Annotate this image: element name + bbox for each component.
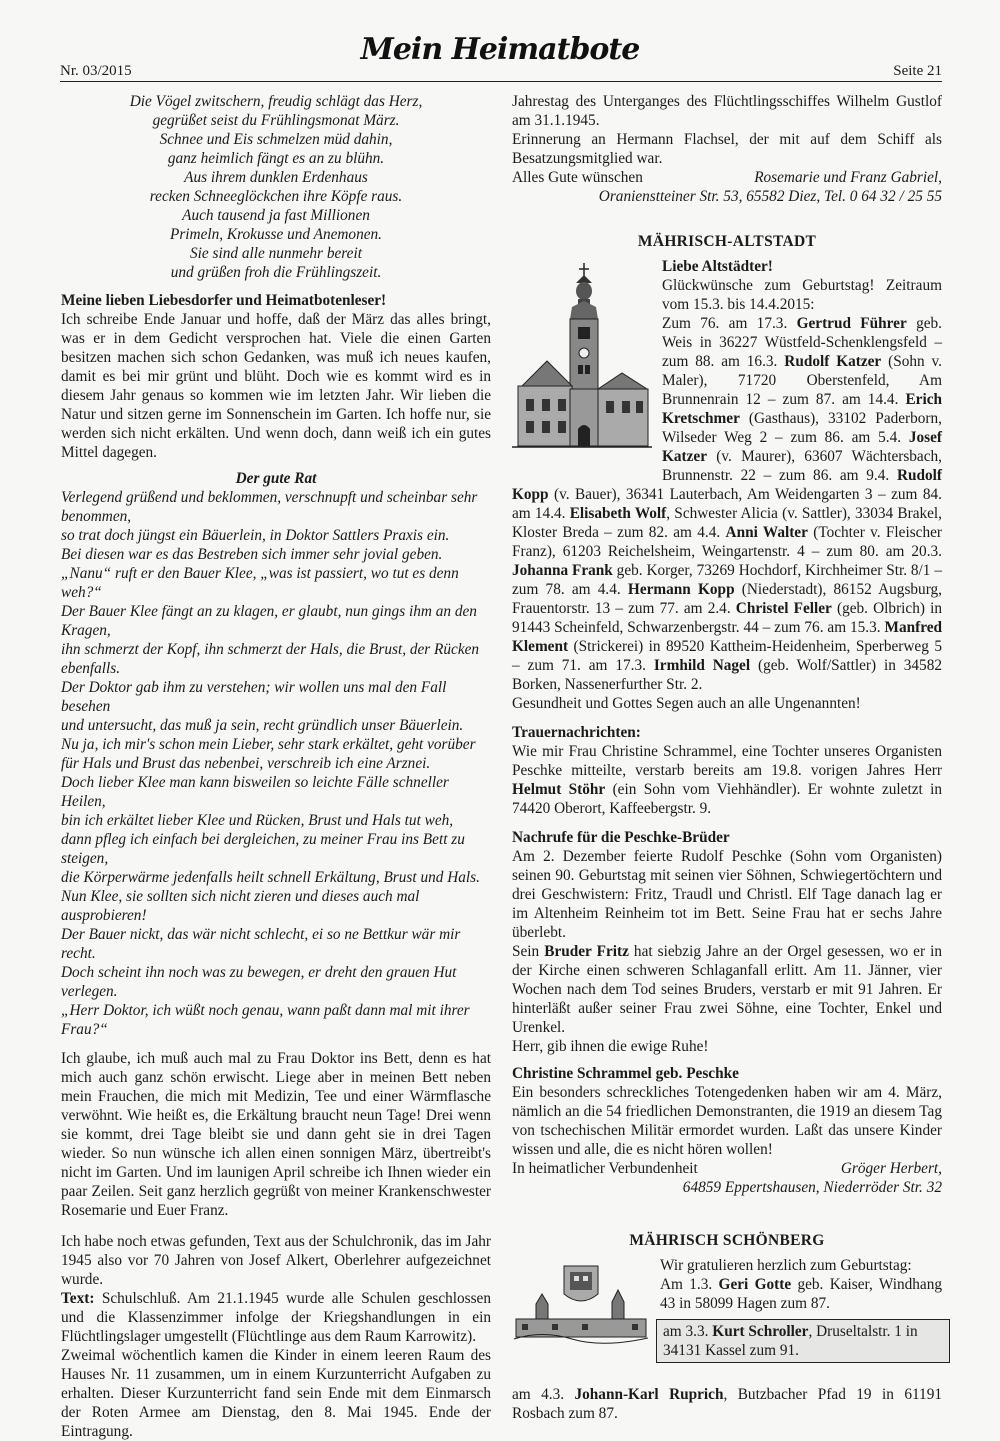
trauer-text-2: (ein Sohn vom Viehhändler). Er wohnte zuletzt in 74420 Oberort, Kaffeebergstr. 9.	[512, 781, 942, 817]
birthday-name: Manfred Klement	[512, 619, 942, 655]
trauer-heading: Trauernachrichten:	[512, 724, 641, 741]
birthday-name: Erich Kretschmer	[662, 391, 942, 427]
rat-line: Doch lieber Klee man kann bisweilen so leichte Fälle schneller Heilen,	[61, 774, 449, 810]
rat-line: „Herr Doktor, ich wüßt noch genau, wann paßt dann mal mit ihrer Frau?“	[61, 1002, 470, 1038]
entry-date: Am 1.3.	[660, 1276, 719, 1293]
birthday-name: Elisabeth Wolf	[569, 505, 667, 522]
rat-line: Bei diesen war es das Bestreben sich immer sehr jovial geben.	[61, 546, 443, 563]
birthday-text: geb. Korger, 73269 Hochdorf, Kirchheimer Str. 8/1 – zum 78. am 4.4.	[512, 562, 942, 598]
box-text: , Druseltalstr. 1 in 34131 Kassel zum 91.	[663, 1323, 918, 1359]
birthday-name: Rudolf Kopp	[512, 467, 942, 503]
groeger-signature	[512, 1159, 942, 1178]
greeting-heading: Meine lieben Liebesdorfer und Heimatbotenleser!	[61, 292, 387, 309]
birthday-name: Gertrud Führer	[796, 315, 907, 332]
issue-number: Nr. 03/2015	[60, 63, 132, 79]
town-coat-of-arms-icon	[512, 1264, 650, 1344]
poem-line: Schnee und Eis schmelzen müd dahin,	[159, 131, 393, 148]
chronik-text-2: Zweimal wöchentlich kamen die Kinder in einem leeren Raum des Hauses Nr. 11 zusammen, um in einem Kurzunterricht Aufgaben zu erhalten. Dieser Kurzunterricht fand sein Ende mit dem Einmarsch der Roten Armee am Dienstag, den 8. Mai 1945. Ende der Eintragung.	[61, 1347, 491, 1440]
liebe-heading: Liebe Altstädter!	[662, 258, 773, 275]
page-number: Seite 21	[893, 63, 942, 79]
trauer-text	[512, 742, 942, 818]
birthday-name: Anni Walter	[725, 524, 808, 541]
birthday-text: Zum 76. am 17.3.	[662, 315, 797, 332]
poem-line: Aus ihrem dunklen Erdenhaus	[184, 169, 368, 186]
trauer-text-1: Wie mir Frau Christine Schrammel, eine Tochter unseres Organisten Peschke mitteilte, verstarb bereits am 19.8. vorigen Jahres Herr	[512, 743, 942, 779]
schoenberg-intro: Wir gratulieren herzlich zum Geburtstag:	[660, 1257, 912, 1274]
poem-line: Die Vögel zwitschern, freudig schlägt das Herz,	[129, 93, 423, 110]
text-label: Text:	[61, 1290, 95, 1307]
nachrufe-pre: Sein	[512, 943, 545, 960]
health-line: Gesundheit und Gottes Segen auch an alle Ungenannten!	[512, 695, 861, 712]
entry-name: Geri Gotte	[718, 1276, 792, 1293]
rat-line: „Nanu“ ruft er den Bauer Klee, „was ist passiert, wo tut es denn weh?“	[61, 565, 459, 601]
greeting-text: Ich schreibe Ende Januar und hoffe, daß der März das alles bringt, was er in dem Gedicht versprochen hat. Viele die einen Garten besitzen machen sich schon Gedanken, was muß ich neues kaufen, damit es bei mir grünt und blüht. Doch wie es kommt wird es in diesem Jahr genaus so kommen wie im letzten Jahr. Wir lieben die Natur und sitzen gerne im Sonnenschein im Garten. Ich hoffe nur, sie werden sich nicht erkälten. Und wenn doch, dann weiß ich ein gutes Mittel dagegen.	[61, 311, 491, 461]
right-column	[512, 92, 942, 1423]
last-date: am 4.3.	[512, 1386, 575, 1403]
birthday-text: (Sohn v. Maler), 71720 Oberstenfeld, Am Brunnenrain 12 – zum 87. am 14.4.	[662, 353, 943, 408]
rat-line: Nu ja, ich mir's schon mein Lieber, sehr stark erkältet, geht vorüber für Hals und Brust das nebenbei, verschreib ich eine Arznei.	[61, 736, 476, 772]
trauer-name: Helmut Stöhr	[512, 781, 606, 798]
entry-text: geb. Kaiser, Windhang 43 in 58099 Hagen zum 87.	[660, 1276, 942, 1312]
spring-poem	[61, 92, 491, 282]
birthday-text: , Schwester Alicia (v. Sattler), 33034 Brakel, Kloster Breda – zum 82. am 4.4.	[512, 505, 942, 541]
birthday-text: geb. Weis in 36227 Wüstfeld-Schenklengsfeld – zum 88. am 16.3.	[662, 315, 942, 370]
rat-line: Der Bauer Klee fängt an zu klagen, er glaubt, nun gings ihm an den Kragen,	[61, 603, 477, 639]
church-tower-icon	[512, 261, 652, 466]
nachrufe-heading: Nachrufe für die Peschke-Brüder	[512, 829, 730, 846]
nachrufe-text-2: hat siebzig Jahre an der Orgel gesessen, wo er in der Kirche einen schweren Schlaganfall erlitt. Am 11. Jänner, vier Wochen nach dem Tod seines Bruders, verstarb er mit 91 Jahren. Er hinterläßt außer seiner Frau zwei Söhne, eine Tochter, Enkel und Urenkel.	[512, 943, 942, 1036]
poem-line: gegrüßet seist du Frühlingsmonat März.	[152, 112, 400, 129]
poem-line: Primeln, Krokusse und Anemonen.	[169, 226, 382, 243]
rat-line: die Körperwärme jedenfalls heilt schnell Erkältung, Brust und Hals.	[61, 869, 480, 886]
poem-line: und grüßen froh die Frühlingszeit.	[170, 264, 382, 281]
masthead-title: Mein Heimatbote	[360, 32, 640, 67]
chronik-intro: Ich habe noch etwas gefunden, Text aus der Schulchronik, das im Jahr 1945 also vor 70 Jahren von Josef Alkert, Oberlehrer aufgezeichnet wurde.	[61, 1233, 491, 1288]
verbund-right: Gröger Herbert,	[840, 1160, 942, 1177]
birthday-text: (Gasthaus), 33102 Paderborn, Wilseder Weg 2 – zum 86. am 5.4.	[662, 410, 942, 446]
nachrufe-prayer: Herr, gib ihnen die ewige Ruhe!	[512, 1038, 709, 1055]
last-name: Johann-Karl Ruprich	[574, 1386, 724, 1403]
groeger-address: 64859 Eppertshausen, Niederröder Str. 32	[682, 1179, 942, 1196]
poem-line: ganz heimlich fängt es an zu blühn.	[167, 150, 385, 167]
church-illustration	[512, 261, 652, 471]
rat-line: dann pfleg ich einfach bei dergleichen, zu meiner Frau ins Bett zu steigen,	[61, 831, 465, 867]
rat-poem	[61, 488, 491, 1039]
gabriel-address: Oranienstteiner Str. 53, 65582 Diez, Tel. 0 64 32 / 25 55	[598, 188, 942, 205]
birthday-name: Christel Feller	[735, 600, 832, 617]
highlight-box	[656, 1319, 950, 1363]
last-text: , Butzbacher Pfad 19 in 61191 Rosbach zum 87.	[512, 1386, 942, 1422]
birthday-name: Johanna Frank	[512, 562, 613, 579]
section-title-altstadt: MÄHRISCH-ALTSTADT	[637, 233, 817, 250]
birthday-intro: Glückwünsche zum Geburtstag! Zeitraum vom 15.3. bis 14.4.2015:	[662, 277, 942, 313]
poem-line: Sie sind alle nunmehr bereit	[190, 245, 362, 262]
birthday-text: (Strickerei) in 89520 Kattheim-Heidenheim, Sperberweg 5 – zum 71. am 17.3.	[512, 638, 942, 674]
poem-line: recken Schneeglöckchen ihre Köpfe raus.	[149, 188, 403, 205]
birthday-text: (Tochter v. Fleischer Franz), 61203 Reichelsheim, Weingartenstr. 4 – zum 80. am 20.3.	[512, 524, 942, 560]
chronik-text-1: Schulschluß. Am 21.1.1945 wurde alle Schulen geschlossen und die Klassenzimmer infolge der Kriegshandlungen in ein Flüchtlingslager umgestellt (Flüchtlinge aus dem Raum Karrowitz).	[61, 1290, 491, 1345]
verbund-left: In heimatlicher Verbundenheit	[512, 1160, 698, 1177]
after-poem-text: Ich glaube, ich muß auch mal zu Frau Doktor ins Bett, denn es hat mich auch ganz schön erwischt. Liege aber in meinen Bett neben mein Frauchen, die mich mit Medizin, Tee und einer Wärmflasche verwöhnt. Wie heißt es, die Erkältung braucht neun Tage! Drei wenn sie kommt, drei Tage bleibt sie und dann geht sie in drei Tagen wieder. So nun wünsche ich allen einen sonnigen März, übertreibt's nicht im Garten. Und im launigen April schreibe ich Ihnen wieder ein paar Zeilen. Seit ganz herzlich gegrüßt von meiner Krankenschwester Rosemarie und Euer Franz.	[61, 1050, 491, 1219]
poem-line: Auch tausend ja fast Millionen	[182, 207, 370, 224]
box-date: am 3.3.	[663, 1323, 713, 1340]
rat-heading: Der gute Rat	[235, 470, 317, 487]
birthday-name: Josef Katzer	[662, 429, 942, 465]
rat-line: Doch scheint ihn noch was zu bewegen, er dreht den grauen Hut verlegen.	[61, 964, 457, 1000]
gabriel-signature	[512, 168, 942, 187]
birthday-text: (geb. Wolf/Sattler) in 34582 Borken, Nassenerfurther Str. 2.	[512, 657, 942, 693]
flachsel-text: Erinnerung an Hermann Flachsel, der mit auf dem Schiff als Besatzungsmitglied war.	[512, 131, 942, 167]
birthday-text: (Niederstadt), 86152 Augsburg, Frauentorstr. 13 – zum 77. am 2.4.	[512, 581, 942, 617]
birthday-text: (geb. Olbrich) in 91443 Scheinfeld, Schwarzenbergstr. 44 – zum 76. am 15.3.	[512, 600, 942, 636]
wishes-right: Rosemarie und Franz Gabriel,	[754, 169, 942, 186]
birthday-text: (v. Maurer), 63607 Wächtersbach, Brunnenstr. 22 – zum 86. am 9.4.	[662, 448, 942, 484]
rat-line: und untersucht, das muß ja sein, recht gründlich unser Bäuerlein.	[61, 717, 464, 734]
birthday-name: Hermann Kopp	[627, 581, 735, 598]
nachrufe-name: Bruder Fritz	[544, 943, 629, 960]
left-column	[61, 92, 491, 1441]
header-rule	[60, 81, 942, 82]
nachrufe-text	[512, 942, 942, 1037]
last-entry	[512, 1385, 942, 1423]
birthday-name: Irmhild Nagel	[653, 657, 751, 674]
christine-heading: Christine Schrammel geb. Peschke	[512, 1065, 739, 1082]
wishes-left: Alles Gute wünschen	[512, 169, 643, 186]
gustloff-text: Jahrestag des Unterganges des Flüchtlingsschiffes Wilhelm Gustlof am 31.1.1945.	[512, 93, 942, 129]
christine-text: Ein besonders schreckliches Totengedenken haben wir am 4. März, nämlich an die 54 friedlichen Demonstranten, die 1919 an diesem Tag von tschechischen Militär ermordet wurden. Laßt das unsere Kinder wissen und alle, die es nicht hören wollen!	[512, 1084, 942, 1158]
box-name: Kurt Schroller	[712, 1323, 809, 1340]
rat-line: so trat doch jüngst ein Bäuerlein, in Doktor Sattlers Praxis ein.	[61, 527, 450, 544]
rat-line: bin ich erkältet lieber Klee und Rücken, Brust und Hals tut weh,	[61, 812, 454, 829]
rat-line: Verlegend grüßend und beklommen, verschnupft und scheinbar sehr benommen,	[61, 489, 478, 525]
rat-line: Der Doktor gab ihm zu verstehen; wir wollen uns mal den Fall besehen	[61, 679, 447, 715]
birthday-text: (v. Bauer), 36341 Lauterbach, Am Weidengarten 3 – zum 84. am 14.4.	[512, 486, 942, 522]
chronik-text	[61, 1289, 491, 1346]
rat-line: Der Bauer nickt, das wär nicht schlecht, ei so ne Bettkur wär mir recht.	[61, 926, 461, 962]
schoenberg-illustration	[512, 1264, 650, 1349]
section-title-schoenberg: MÄHRISCH SCHÖNBERG	[629, 1232, 825, 1249]
birthday-name: Rudolf Katzer	[784, 353, 882, 370]
rat-line: Nun Klee, sie sollten sich nicht zieren und dieses auch mal ausprobieren!	[61, 888, 420, 924]
rat-line: ihn schmerzt der Kopf, ihn schmerzt der Hals, die Brust, der Rücken ebenfalls.	[61, 641, 480, 677]
nachrufe-text-1: Am 2. Dezember feierte Rudolf Peschke (Sohn vom Organisten) seinen 90. Geburtstag mit seinen vier Söhnen, Schwiegertöchtern und drei Geschwistern: Fritz, Traudl und Christl. Elf Tage danach lag er im Altenheim Reinheim tot im Bett. Seine Frau hat er sechs Jahre überlebt.	[512, 848, 942, 941]
